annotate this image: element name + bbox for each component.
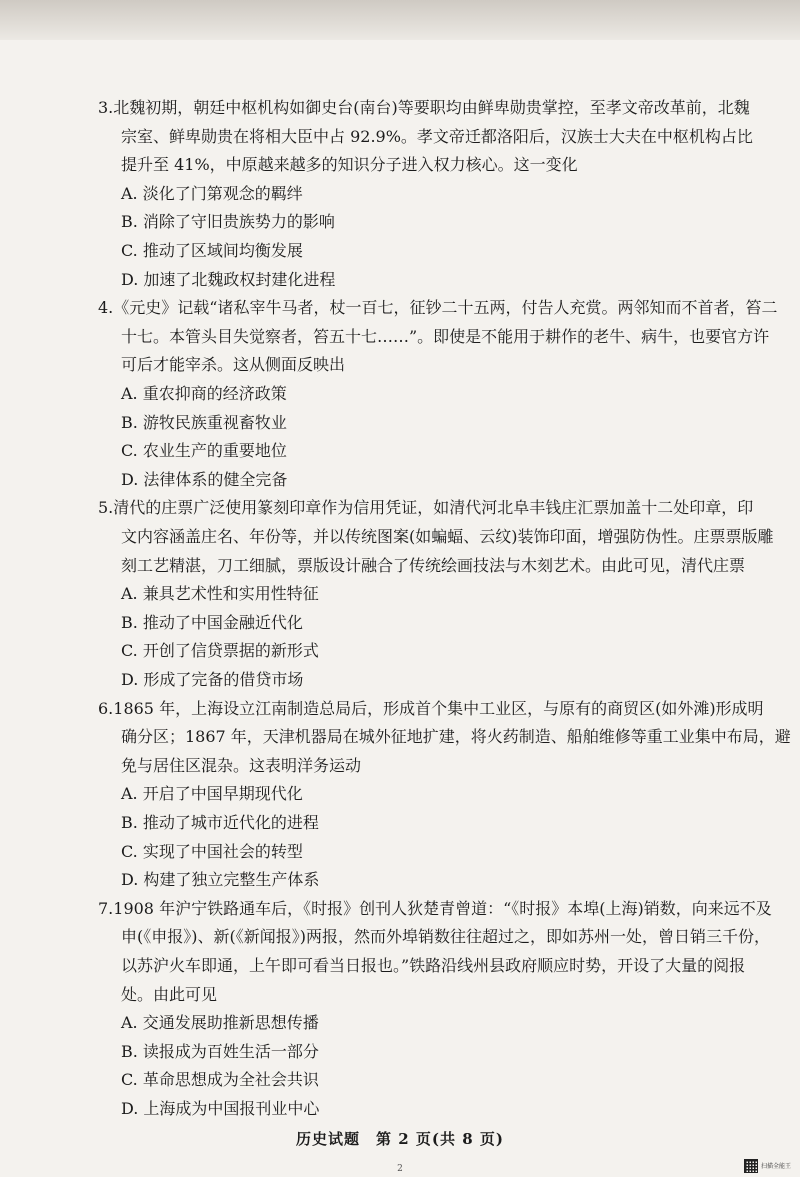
question-7-option-c: C. 革命思想成为全社会共识 (121, 1070, 319, 1090)
question-6-option-c: C. 实现了中国社会的转型 (121, 841, 303, 861)
question-4-stem-line-2: 十七。本管头目失觉察者，笞五十七……”。即使是不能用于耕作的老牛、病牛，也要官方许 (121, 326, 770, 346)
question-4-option-d: D. 法律体系的健全完备 (121, 469, 288, 489)
question-7-option-d: D. 上海成为中国报刊业中心 (121, 1099, 320, 1118)
question-5-option-a: A. 兼具艺术性和实用性特征 (121, 584, 319, 604)
question-5-stem-line-2: 文内容涵盖庄名、年份等，并以传统图案(如蝙蝠、云纹)装饰印面，增强防伪性。庄票票版雕 (121, 527, 774, 546)
question-6-option-d: D. 构建了独立完整生产体系 (121, 870, 320, 890)
question-6-stem-line-1: 6.1865 年，上海设立江南制造总局后，形成首个集中工业区，与原有的商贸区(如外滩)形成明 (98, 698, 764, 718)
question-5-stem-line-3: 刻工艺精湛，刀工细腻，票版设计融合了传统绘画技法与木刻艺术。由此可见，清代庄票 (121, 555, 746, 575)
question-7-stem-line-3: 以苏沪火车即通，上午即可看当日报也。”铁路沿线州县政府顺应时势，开设了大量的阅报 (121, 956, 746, 975)
question-4-stem-line-3: 可后才能宰杀。这从侧面反映出 (121, 355, 346, 375)
question-3-option-d: D. 加速了北魏政权封建化进程 (121, 269, 336, 289)
question-5-stem-line-1: 5.清代的庄票广泛使用篆刻印章作为信用凭证，如清代河北阜丰钱庄汇票加盖十二处印章，印 (98, 498, 754, 518)
qr-code-icon (744, 1159, 758, 1173)
question-5-option-d: D. 形成了完备的借贷市场 (121, 670, 304, 689)
question-6-option-b: B. 推动了城市近代化的进程 (121, 813, 319, 832)
question-3-stem-line-3: 提升至 41%，中原越来越多的知识分子进入权力核心。这一变化 (121, 155, 578, 175)
page-number: 2 (397, 1164, 403, 1174)
question-3-option-a: A. 淡化了门第观念的羁绊 (121, 183, 303, 203)
scanner-brand-label: 扫描全能王 (761, 1162, 792, 1170)
question-6-stem-line-2: 确分区；1867 年，天津机器局在城外征地扩建，将火药制造、船舶维修等重工业集中布局，避 (121, 727, 791, 747)
question-4-option-b: B. 游牧民族重视畜牧业 (121, 412, 287, 432)
question-7-option-a: A. 交通发展助推新思想传播 (121, 1013, 319, 1033)
question-5-option-b: B. 推动了中国金融近代化 (121, 612, 303, 632)
question-7-option-b: B. 读报成为百姓生活一部分 (121, 1041, 319, 1061)
question-7-stem-line-4: 处。由此可见 (121, 984, 218, 1004)
question-7-stem-line-2: 申(《申报》)、新(《新闻报》)两报，然而外埠销数往往超过之，即如苏州一处，曾日销三千份， (121, 927, 770, 947)
question-4-stem-line-1: 4.《元史》记载“诸私宰牛马者，杖一百七，征钞二十五两，付告人充赏。两邻知而不首者，笞二 (98, 298, 778, 318)
question-5-option-c: C. 开创了信贷票据的新形式 (121, 641, 319, 661)
question-7-stem-line-1: 7.1908 年沪宁铁路通车后，《时报》创刊人狄楚青曾道：“《时报》本埠(上海)销数，向来远不及 (98, 898, 772, 918)
question-6-stem-line-3: 免与居住区混杂。这表明洋务运动 (121, 755, 362, 775)
question-3-stem-line-2: 宗室、鲜卑勋贵在将相大臣中占 92.9%。孝文帝迁都洛阳后，汉族士大夫在中枢机构占比 (121, 126, 753, 146)
question-3-stem-line-1: 3.北魏初期，朝廷中枢机构如御史台(南台)等要职均由鲜卑勋贵掌控，至孝文帝改革前，北魏 (98, 98, 750, 117)
page-footer: 历史试题 第 2 页(共 8 页) (296, 1130, 504, 1148)
question-6-option-a: A. 开启了中国早期现代化 (121, 784, 303, 804)
question-4-option-a: A. 重农抑商的经济政策 (121, 384, 287, 403)
question-3-option-b: B. 消除了守旧贵族势力的影响 (121, 212, 335, 232)
question-4-option-c: C. 农业生产的重要地位 (121, 441, 287, 461)
scanner-watermark (744, 1159, 792, 1173)
question-3-option-c: C. 推动了区域间均衡发展 (121, 241, 303, 260)
